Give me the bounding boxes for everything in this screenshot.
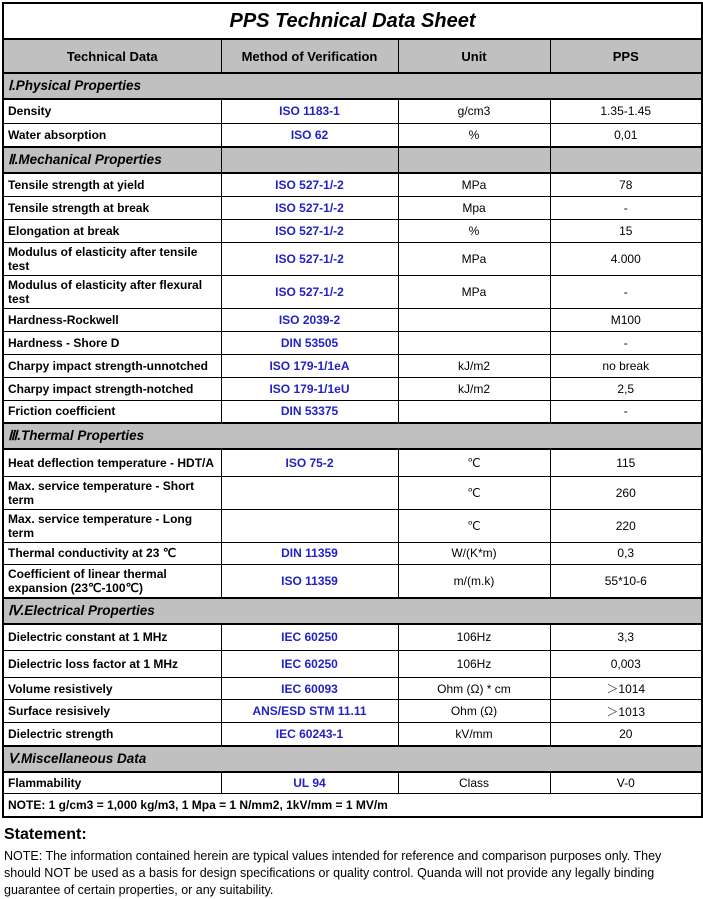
- method-cell: ISO 527-1/-2: [221, 219, 398, 242]
- section-label: Ⅱ.Mechanical Properties: [3, 147, 221, 173]
- unit-cell: kJ/m2: [398, 354, 550, 377]
- pps-value-cell: 4.000: [550, 242, 702, 275]
- unit-cell: Ohm (Ω): [398, 700, 550, 723]
- pps-value-cell: 55*10-6: [550, 564, 702, 598]
- unit-cell: ℃: [398, 449, 550, 476]
- property-name-cell: Hardness - Shore D: [3, 331, 221, 354]
- pps-data-sheet-table: [2, 2, 703, 818]
- method-cell: ISO 179-1/1eU: [221, 377, 398, 400]
- table-row: [3, 196, 702, 219]
- method-cell: ISO 527-1/-2: [221, 242, 398, 275]
- method-cell: DIN 53375: [221, 400, 398, 423]
- property-name-cell: Density: [3, 99, 221, 123]
- method-cell: ISO 11359: [221, 564, 398, 598]
- table-row: [3, 173, 702, 196]
- method-cell: ISO 75-2: [221, 449, 398, 476]
- pps-value-cell: 1.35-1.45: [550, 99, 702, 123]
- statement-section: [4, 826, 699, 899]
- property-name-cell: Modulus of elasticity after flexural test: [3, 275, 221, 308]
- property-name-cell: Thermal conductivity at 23 ℃: [3, 542, 221, 564]
- method-cell: ISO 527-1/-2: [221, 173, 398, 196]
- table-row: [3, 99, 702, 123]
- method-cell: ANS/ESD STM 11.11: [221, 700, 398, 723]
- method-cell: IEC 60250: [221, 624, 398, 651]
- method-cell: [221, 509, 398, 542]
- unit-cell: MPa: [398, 242, 550, 275]
- pps-value-cell: 3,3: [550, 624, 702, 651]
- unit-cell: Ohm (Ω) * cm: [398, 678, 550, 700]
- section-header-electrical-properties: [3, 598, 702, 624]
- col-header-pps: PPS: [550, 39, 702, 73]
- table-row: [3, 400, 702, 423]
- unit-cell: m/(m.k): [398, 564, 550, 598]
- table-row: [3, 354, 702, 377]
- property-name-cell: Dielectric strength: [3, 723, 221, 746]
- property-name-cell: Tensile strength at break: [3, 196, 221, 219]
- pps-value-cell: ＞1014: [550, 678, 702, 700]
- table-row: [3, 542, 702, 564]
- unit-cell: g/cm3: [398, 99, 550, 123]
- section-header-mechanical-properties: [3, 147, 702, 173]
- unit-cell: kV/mm: [398, 723, 550, 746]
- property-name-cell: Charpy impact strength-unnotched: [3, 354, 221, 377]
- pps-value-cell: 20: [550, 723, 702, 746]
- method-cell: ISO 179-1/1eA: [221, 354, 398, 377]
- section-label: Ⅴ.Miscellaneous Data: [3, 746, 702, 772]
- section-label: Ⅰ.Physical Properties: [3, 73, 702, 99]
- pps-value-cell: 0,003: [550, 651, 702, 678]
- title-row: [3, 3, 702, 39]
- unit-cell: ℃: [398, 476, 550, 509]
- method-cell: IEC 60243-1: [221, 723, 398, 746]
- sheet-title: PPS Technical Data Sheet: [3, 3, 702, 39]
- property-name-cell: Tensile strength at yield: [3, 173, 221, 196]
- table-row: [3, 275, 702, 308]
- property-name-cell: Water absorption: [3, 123, 221, 147]
- table-row: [3, 377, 702, 400]
- unit-cell: 106Hz: [398, 624, 550, 651]
- col-header-method-of-verification: Method of Verification: [221, 39, 398, 73]
- statement-text: NOTE: The information contained herein are typical values intended for reference and comparison purposes only. They should NOT be used as a basis for design specifications or quality control. Quanda will not provide any legally binding guarantee of certain properties, or any suitability.: [4, 849, 662, 897]
- statement-heading: Statement:: [4, 826, 87, 843]
- pps-value-cell: 2,5: [550, 377, 702, 400]
- unit-cell: [398, 308, 550, 331]
- section-label: Ⅳ.Electrical Properties: [3, 598, 702, 624]
- section-empty-cell: [398, 147, 550, 173]
- method-cell: IEC 60250: [221, 651, 398, 678]
- table-row: [3, 772, 702, 794]
- unit-cell: kJ/m2: [398, 377, 550, 400]
- table-row: [3, 678, 702, 700]
- col-header-technical-data: Technical Data: [3, 39, 221, 73]
- pps-value-cell: V-0: [550, 772, 702, 794]
- property-name-cell: Heat deflection temperature - HDT/A: [3, 449, 221, 476]
- pps-value-cell: no break: [550, 354, 702, 377]
- method-cell: DIN 11359: [221, 542, 398, 564]
- method-cell: ISO 2039-2: [221, 308, 398, 331]
- table-row: [3, 723, 702, 746]
- unit-cell: MPa: [398, 275, 550, 308]
- property-name-cell: Charpy impact strength-notched: [3, 377, 221, 400]
- method-cell: ISO 527-1/-2: [221, 196, 398, 219]
- col-header-unit: Unit: [398, 39, 550, 73]
- table-row: [3, 242, 702, 275]
- table-row: [3, 308, 702, 331]
- table-row: [3, 123, 702, 147]
- table-row: [3, 651, 702, 678]
- property-name-cell: Flammability: [3, 772, 221, 794]
- table-row: [3, 624, 702, 651]
- table-row: [3, 449, 702, 476]
- pps-value-cell: ＞1013: [550, 700, 702, 723]
- pps-value-cell: 115: [550, 449, 702, 476]
- unit-cell: Mpa: [398, 196, 550, 219]
- pps-value-cell: -: [550, 275, 702, 308]
- pps-technical-data-sheet: [0, 2, 703, 899]
- table-row: [3, 700, 702, 723]
- property-name-cell: Dielectric loss factor at 1 MHz: [3, 651, 221, 678]
- pps-value-cell: M100: [550, 308, 702, 331]
- section-header-thermal-properties: [3, 423, 702, 449]
- property-name-cell: Surface resisively: [3, 700, 221, 723]
- unit-cell: 106Hz: [398, 651, 550, 678]
- unit-cell: MPa: [398, 173, 550, 196]
- unit-cell: W/(K*m): [398, 542, 550, 564]
- pps-value-cell: 260: [550, 476, 702, 509]
- unit-cell: [398, 331, 550, 354]
- table-row: [3, 219, 702, 242]
- note-row: [3, 794, 702, 818]
- table-row: [3, 476, 702, 509]
- column-header-row: [3, 39, 702, 73]
- unit-cell: %: [398, 219, 550, 242]
- method-cell: DIN 53505: [221, 331, 398, 354]
- property-name-cell: Modulus of elasticity after tensile test: [3, 242, 221, 275]
- property-name-cell: Friction coefficient: [3, 400, 221, 423]
- pps-value-cell: 0,3: [550, 542, 702, 564]
- unit-cell: [398, 400, 550, 423]
- property-name-cell: Coefficient of linear thermal expansion (23℃-100℃): [3, 564, 221, 598]
- method-cell: ISO 62: [221, 123, 398, 147]
- pps-value-cell: 0,01: [550, 123, 702, 147]
- method-cell: ISO 527-1/-2: [221, 275, 398, 308]
- section-label: Ⅲ.Thermal Properties: [3, 423, 702, 449]
- note-text: NOTE: 1 g/cm3 = 1,000 kg/m3, 1 Mpa = 1 N/mm2, 1kV/mm = 1 MV/m: [3, 794, 702, 818]
- table-row: [3, 331, 702, 354]
- table-row: [3, 509, 702, 542]
- property-name-cell: Volume resistively: [3, 678, 221, 700]
- section-header-physical-properties: [3, 73, 702, 99]
- method-cell: ISO 1183-1: [221, 99, 398, 123]
- property-name-cell: Max. service temperature - Short term: [3, 476, 221, 509]
- unit-cell: %: [398, 123, 550, 147]
- section-empty-cell: [550, 147, 702, 173]
- table-row: [3, 564, 702, 598]
- pps-value-cell: 220: [550, 509, 702, 542]
- property-name-cell: Elongation at break: [3, 219, 221, 242]
- pps-value-cell: 15: [550, 219, 702, 242]
- property-name-cell: Dielectric constant at 1 MHz: [3, 624, 221, 651]
- method-cell: [221, 476, 398, 509]
- method-cell: IEC 60093: [221, 678, 398, 700]
- property-name-cell: Hardness-Rockwell: [3, 308, 221, 331]
- section-header-miscellaneous-data: [3, 746, 702, 772]
- unit-cell: ℃: [398, 509, 550, 542]
- pps-value-cell: 78: [550, 173, 702, 196]
- property-name-cell: Max. service temperature - Long term: [3, 509, 221, 542]
- pps-value-cell: -: [550, 196, 702, 219]
- pps-value-cell: -: [550, 400, 702, 423]
- section-empty-cell: [221, 147, 398, 173]
- unit-cell: Class: [398, 772, 550, 794]
- method-cell: UL 94: [221, 772, 398, 794]
- pps-value-cell: -: [550, 331, 702, 354]
